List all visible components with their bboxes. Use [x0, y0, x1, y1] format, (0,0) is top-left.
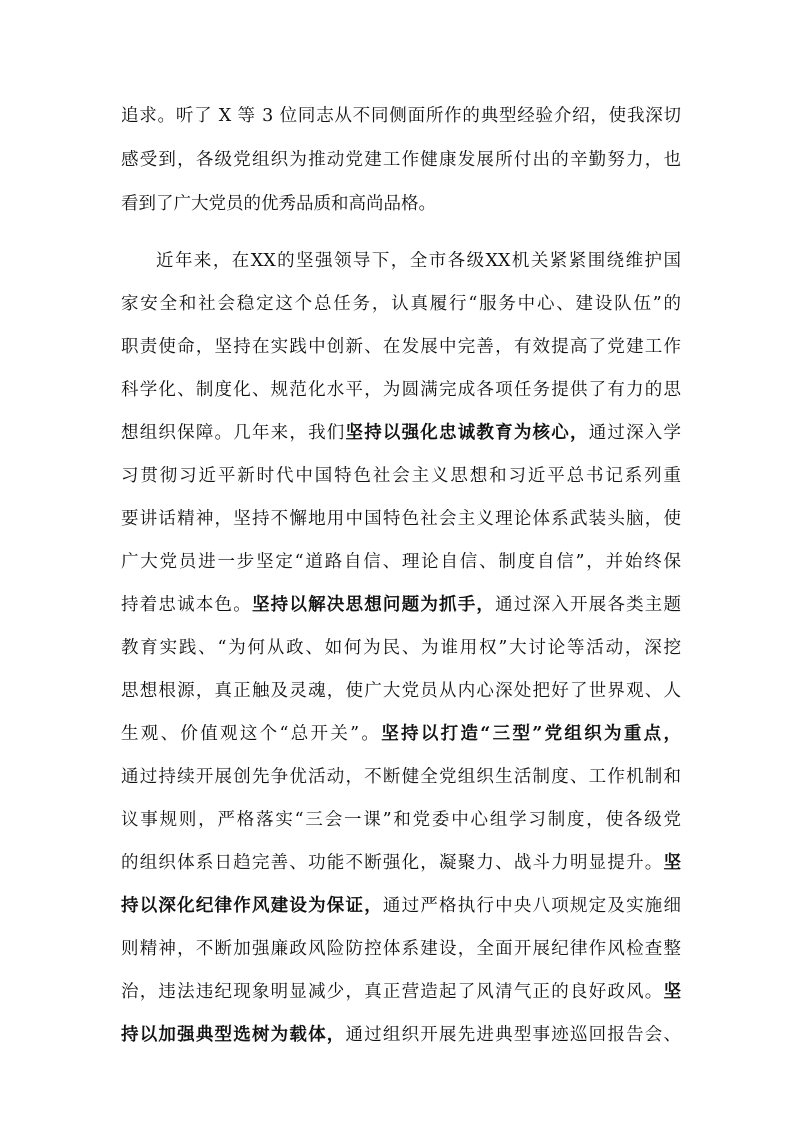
paragraph1-line: 追求。听了 X 等 3 位同志从不同侧面所作的典型经验介绍，使我深切 — [121, 106, 681, 126]
paragraph2-line: 习贯彻习近平新时代中国特色社会主义思想和习近平总书记系列重 — [121, 466, 681, 486]
paragraph2-line: 职责使命，坚持在实践中创新、在发展中完善，有效提高了党建工作 — [121, 337, 681, 357]
paragraph1-line: 感受到，各级党组织为推动党建工作健康发展所付出的辛勤努力，也 — [121, 150, 681, 170]
paragraph2-line: 议事规则，严格落实“三会一课”和党委中心组学习制度，使各级党 — [121, 810, 681, 830]
paragraph2-line: 持以深化纪律作风建设为保证，通过严格执行中央八项规定及实施细 — [121, 896, 682, 916]
bold-emphasis: 坚 — [663, 853, 681, 873]
bold-emphasis: 持以加强典型选树为载体， — [121, 1025, 346, 1045]
paragraph2-line: 广大党员进一步坚定“道路自信、理论自信、制度自信”，并始终保 — [121, 552, 681, 572]
paragraph2-line: 则精神，不断加强廉政风险防控体系建设，全面开展纪律作风检查整 — [121, 939, 681, 959]
paragraph2-line: 持以加强典型选树为载体，通过组织开展先进典型事迹巡回报告会、 — [121, 1025, 682, 1045]
paragraph2-line: 想组织保障。几年来，我们坚持以强化忠诚教育为核心，通过深入学 — [121, 423, 682, 443]
paragraph2-line: 通过持续开展创先争优活动，不断健全党组织生活制度、工作机制和 — [121, 767, 681, 787]
paragraph2-line: 近年来，在XX的坚强领导下，全市各级XX机关紧紧围绕维护国 — [156, 251, 681, 271]
bold-emphasis: 坚持以打造“三型”党组织为重点， — [381, 724, 681, 744]
paragraph2-line: 治，违法违纪现象明显减少，真正营造起了风清气正的良好政风。坚 — [121, 982, 681, 1002]
paragraph2-line: 家安全和社会稳定这个总任务，认真履行“服务中心、建设队伍”的 — [121, 294, 681, 314]
bold-emphasis: 持以深化纪律作风建设为保证， — [121, 896, 383, 916]
bold-emphasis: 坚持以强化忠诚教育为核心， — [345, 423, 589, 443]
bold-emphasis: 坚 — [663, 982, 681, 1002]
paragraph2-line: 科学化、制度化、规范化水平，为圆满完成各项任务提供了有力的思 — [121, 380, 681, 400]
paragraph2-line: 思想根源，真正触及灵魂，使广大党员从内心深处把好了世界观、人 — [121, 681, 681, 701]
paragraph1-line: 看到了广大党员的优秀品质和高尚品格。 — [121, 194, 436, 214]
paragraph2-line: 的组织体系日趋完善、功能不断强化，凝聚力、战斗力明显提升。坚 — [121, 853, 681, 873]
paragraph2-line: 持着忠诚本色。坚持以解决思想问题为抓手，通过深入开展各类主题 — [121, 595, 682, 615]
bold-emphasis: 坚持以解决思想问题为抓手， — [251, 595, 496, 615]
paragraph2-line: 生观、价值观这个“总开关”。坚持以打造“三型”党组织为重点， — [121, 724, 681, 744]
paragraph2-line: 要讲话精神，坚持不懈地用中国特色社会主义理论体系武装头脑，使 — [121, 509, 681, 529]
paragraph2-line: 教育实践、“为何从政、如何为民、为谁用权”大讨论等活动，深挖 — [121, 638, 681, 658]
